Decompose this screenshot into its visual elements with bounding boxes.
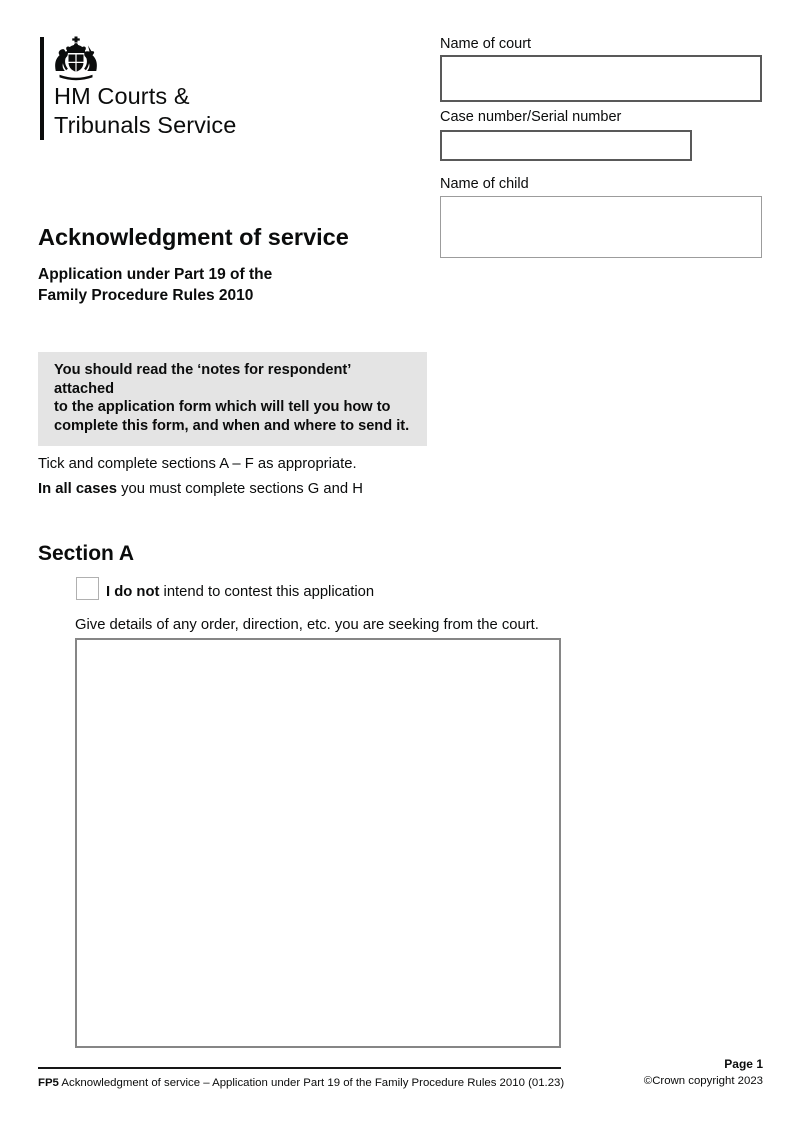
section-a-heading: Section A bbox=[38, 542, 135, 565]
logo-line-2: Tribunals Service bbox=[54, 111, 237, 138]
order-details-prompt: Give details of any order, direction, etc. you are seeking from the court. bbox=[75, 617, 539, 633]
do-not-contest-checkbox[interactable] bbox=[76, 577, 99, 600]
footer-form-title: Acknowledgment of service – Application under Part 19 of the Family Procedure Rules 2010 (01.23) bbox=[58, 1077, 565, 1089]
name-of-child-box[interactable] bbox=[440, 196, 762, 258]
name-of-court-input[interactable] bbox=[442, 57, 760, 100]
instruction-all-cases-rest: you must complete sections G and H bbox=[116, 481, 363, 497]
logo-vertical-bar bbox=[40, 37, 44, 140]
name-of-child-input[interactable] bbox=[441, 197, 761, 257]
name-of-court-label: Name of court bbox=[440, 36, 532, 52]
subtitle-line-1: Application under Part 19 of the bbox=[38, 266, 273, 283]
page-number: Page 1 bbox=[724, 1057, 763, 1071]
instruction-tick-sections: Tick and complete sections A – F as appropriate. bbox=[38, 456, 357, 472]
instruction-all-cases bbox=[38, 481, 363, 497]
respondent-notes-notice bbox=[38, 352, 427, 446]
case-number-input[interactable] bbox=[442, 132, 690, 159]
footer-form-code: FP5 bbox=[38, 1077, 59, 1089]
case-number-box[interactable] bbox=[440, 130, 692, 161]
footer-right bbox=[644, 1057, 763, 1087]
do-not-contest-label-rest: intend to contest this application bbox=[159, 584, 375, 600]
case-number-label: Case number/Serial number bbox=[440, 109, 622, 125]
instruction-all-cases-bold: In all cases bbox=[38, 481, 117, 497]
notice-line-2: to the application form which will tell you how to bbox=[54, 399, 391, 416]
page-subtitle bbox=[38, 265, 272, 306]
name-of-child-label: Name of child bbox=[440, 176, 529, 192]
royal-coat-of-arms-icon bbox=[52, 35, 100, 83]
logo-text bbox=[54, 82, 236, 139]
logo-line-1: HM Courts & bbox=[54, 83, 190, 109]
do-not-contest-label bbox=[106, 584, 374, 600]
crown-copyright: ©Crown copyright 2023 bbox=[643, 1075, 763, 1087]
do-not-contest-label-bold: I do not bbox=[106, 584, 160, 600]
order-details-box[interactable] bbox=[75, 638, 561, 1048]
page-title: Acknowledgment of service bbox=[38, 224, 349, 250]
footer-form-reference bbox=[38, 1077, 564, 1089]
notice-line-3: complete this form, and when and where to send it. bbox=[54, 418, 410, 435]
footer-divider bbox=[38, 1067, 561, 1069]
order-details-input[interactable] bbox=[77, 640, 559, 1046]
name-of-court-box[interactable] bbox=[440, 55, 762, 102]
subtitle-line-2: Family Procedure Rules 2010 bbox=[38, 286, 254, 304]
notice-line-1: You should read the ‘notes for respondent’ attached bbox=[54, 362, 351, 397]
